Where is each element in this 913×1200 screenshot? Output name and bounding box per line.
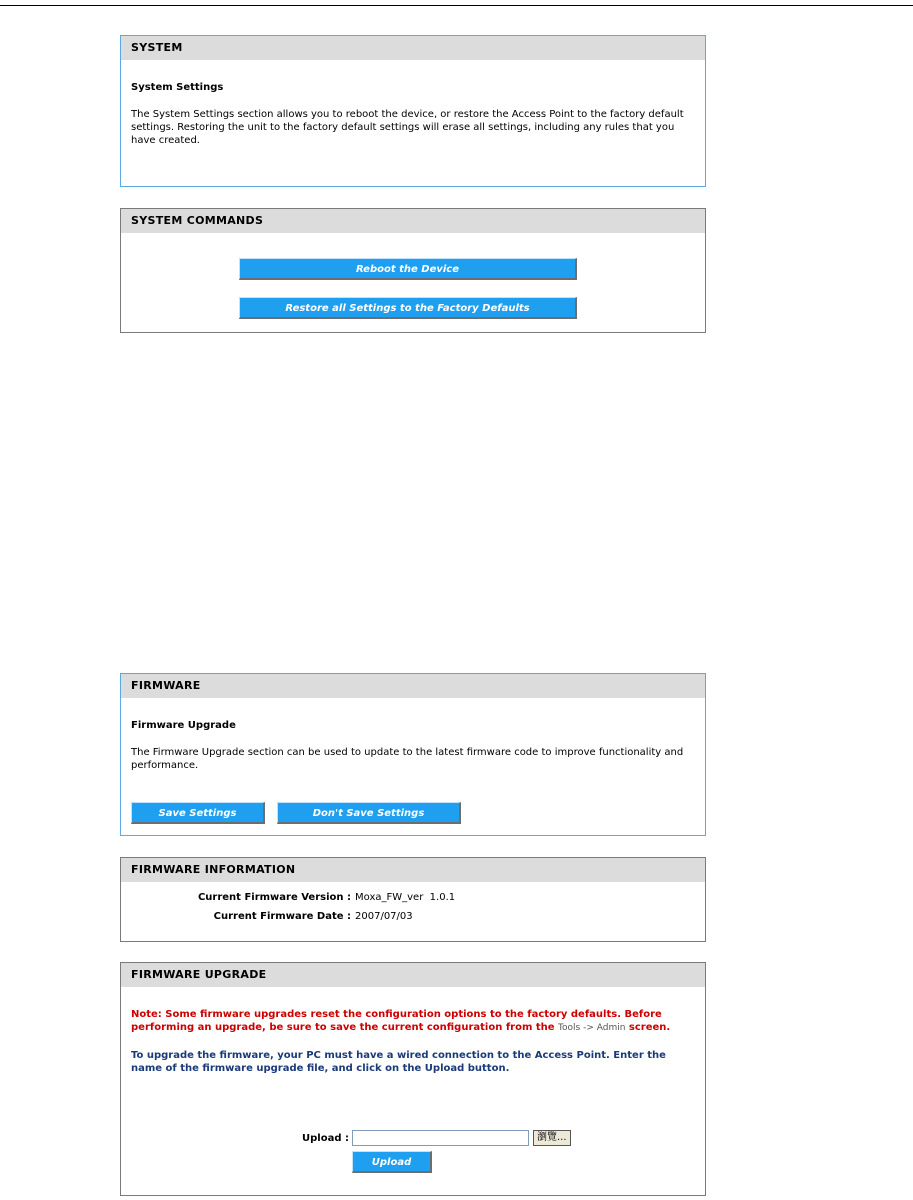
firmware-panel-header: FIRMWARE xyxy=(121,674,705,698)
firmware-upgrade-instructions: To upgrade the firmware, your PC must have a wired connection to the Access Point. Enter the name of the firmware upgrade file, and click on the Upload button. xyxy=(131,1050,666,1074)
firmware-upgrade-header: FIRMWARE UPGRADE xyxy=(121,963,705,987)
system-commands-panel xyxy=(120,208,706,333)
firmware-version-label: Current Firmware Version : xyxy=(197,892,351,903)
system-settings-heading: System Settings xyxy=(131,82,224,93)
reboot-device-button[interactable]: Reboot the Device xyxy=(239,258,577,280)
firmware-date-label: Current Firmware Date : xyxy=(213,911,351,922)
system-panel-header: SYSTEM xyxy=(121,36,705,60)
firmware-information-header: FIRMWARE INFORMATION xyxy=(121,858,705,882)
dont-save-settings-button[interactable]: Don't Save Settings xyxy=(277,802,461,824)
firmware-file-input[interactable] xyxy=(352,1130,529,1146)
firmware-information-panel xyxy=(120,857,706,942)
upload-label: Upload : xyxy=(302,1133,349,1144)
firmware-upgrade-heading: Firmware Upgrade xyxy=(131,720,236,731)
system-commands-header: SYSTEM COMMANDS xyxy=(121,209,705,233)
note-text-part1: Note: Some firmware upgrades reset the configuration options to the factory defaults. Before performing an upgrade, be sure to save the current configuration from the xyxy=(131,1009,662,1033)
upload-button[interactable]: Upload xyxy=(352,1151,432,1173)
firmware-date-value: 2007/07/03 xyxy=(355,911,413,922)
restore-factory-defaults-button[interactable]: Restore all Settings to the Factory Defaults xyxy=(239,297,577,319)
note-tools-admin-path: Tools -> Admin xyxy=(558,1023,626,1033)
firmware-upgrade-panel xyxy=(120,962,706,1196)
firmware-upgrade-note xyxy=(131,1008,695,1035)
note-text-part2: screen. xyxy=(625,1022,671,1033)
firmware-upgrade-description: The Firmware Upgrade section can be used to update to the latest firmware code to improve functionality and performance. xyxy=(131,747,684,771)
system-panel xyxy=(120,35,706,187)
firmware-version-value: Moxa_FW_ver 1.0.1 xyxy=(355,892,456,903)
firmware-panel xyxy=(120,673,706,836)
browse-button[interactable]: 瀏覽... xyxy=(533,1130,571,1146)
save-settings-button[interactable]: Save Settings xyxy=(131,802,265,824)
top-divider xyxy=(0,5,913,6)
system-settings-description: The System Settings section allows you to reboot the device, or restore the Access Point to the factory default settings. Restoring the unit to the factory default settings will erase all settings, including any rules that you have created. xyxy=(131,109,684,146)
